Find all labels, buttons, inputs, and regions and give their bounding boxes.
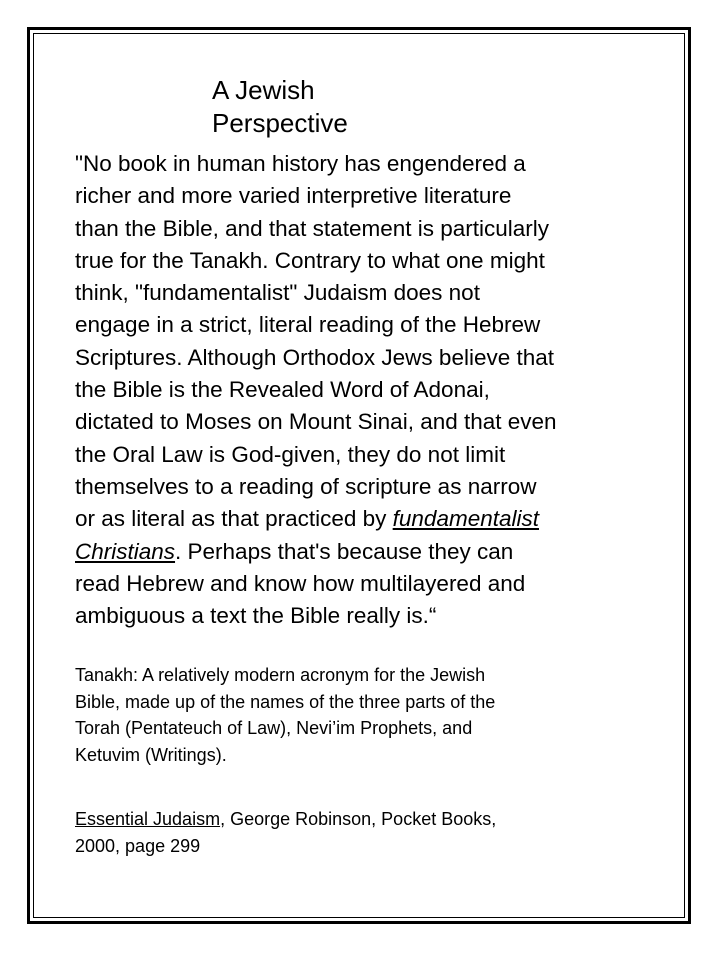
- citation-line: 2000, page 299: [75, 835, 201, 856]
- quote-line: Scriptures. Although Orthodox Jews believe that: [75, 344, 555, 370]
- quote-line: [75, 503, 655, 535]
- source-citation: [75, 806, 665, 859]
- quote-line: ambiguous a text the Bible really is.“: [75, 603, 437, 629]
- definition-line: Torah (Pentateuch of Law), Nevi’im Prophets, and: [75, 718, 473, 738]
- title-line-1: A Jewish: [212, 75, 315, 105]
- quote-line: "No book in human history has engendered a: [75, 151, 526, 176]
- quote-line: dictated to Moses on Mount Sinai, and that even: [75, 409, 557, 435]
- quote-line: engage in a strict, literal reading of the Hebrew: [75, 312, 541, 338]
- citation-line: [75, 806, 665, 833]
- quote-line: read Hebrew and know how multilayered and: [75, 570, 526, 596]
- quote-line: true for the Tanakh. Contrary to what one might: [75, 247, 545, 273]
- quote-text: . Perhaps that's because they can: [175, 538, 514, 564]
- quote-line: than the Bible, and that statement is particularly: [75, 215, 550, 241]
- quote-line: themselves to a reading of scripture as narrow: [75, 473, 537, 499]
- page-title: [212, 74, 348, 140]
- citation-details: , George Robinson, Pocket Books,: [220, 809, 497, 829]
- definition-line: Ketuvim (Writings).: [75, 744, 227, 765]
- emphasized-term: Christians: [75, 538, 176, 564]
- title-line-2: Perspective: [212, 108, 348, 138]
- definition-line: Bible, made up of the names of the three parts of the: [75, 691, 496, 712]
- emphasized-term: fundamentalist: [392, 506, 539, 532]
- quote-line: [75, 536, 655, 568]
- quote-line: the Bible is the Revealed Word of Adonai,: [75, 377, 490, 403]
- quote-line: the Oral Law is God-given, they do not limit: [75, 441, 506, 467]
- quote-line: richer and more varied interpretive literature: [75, 183, 512, 209]
- tanakh-definition: [75, 662, 665, 768]
- quote-text: or as literal as that practiced by: [75, 506, 393, 532]
- definition-line: Tanakh: A relatively modern acronym for the Jewish: [75, 665, 486, 685]
- quote-paragraph: [75, 148, 655, 632]
- quote-line: think, "fundamentalist" Judaism does not: [75, 280, 480, 306]
- book-title: Essential Judaism: [75, 809, 221, 829]
